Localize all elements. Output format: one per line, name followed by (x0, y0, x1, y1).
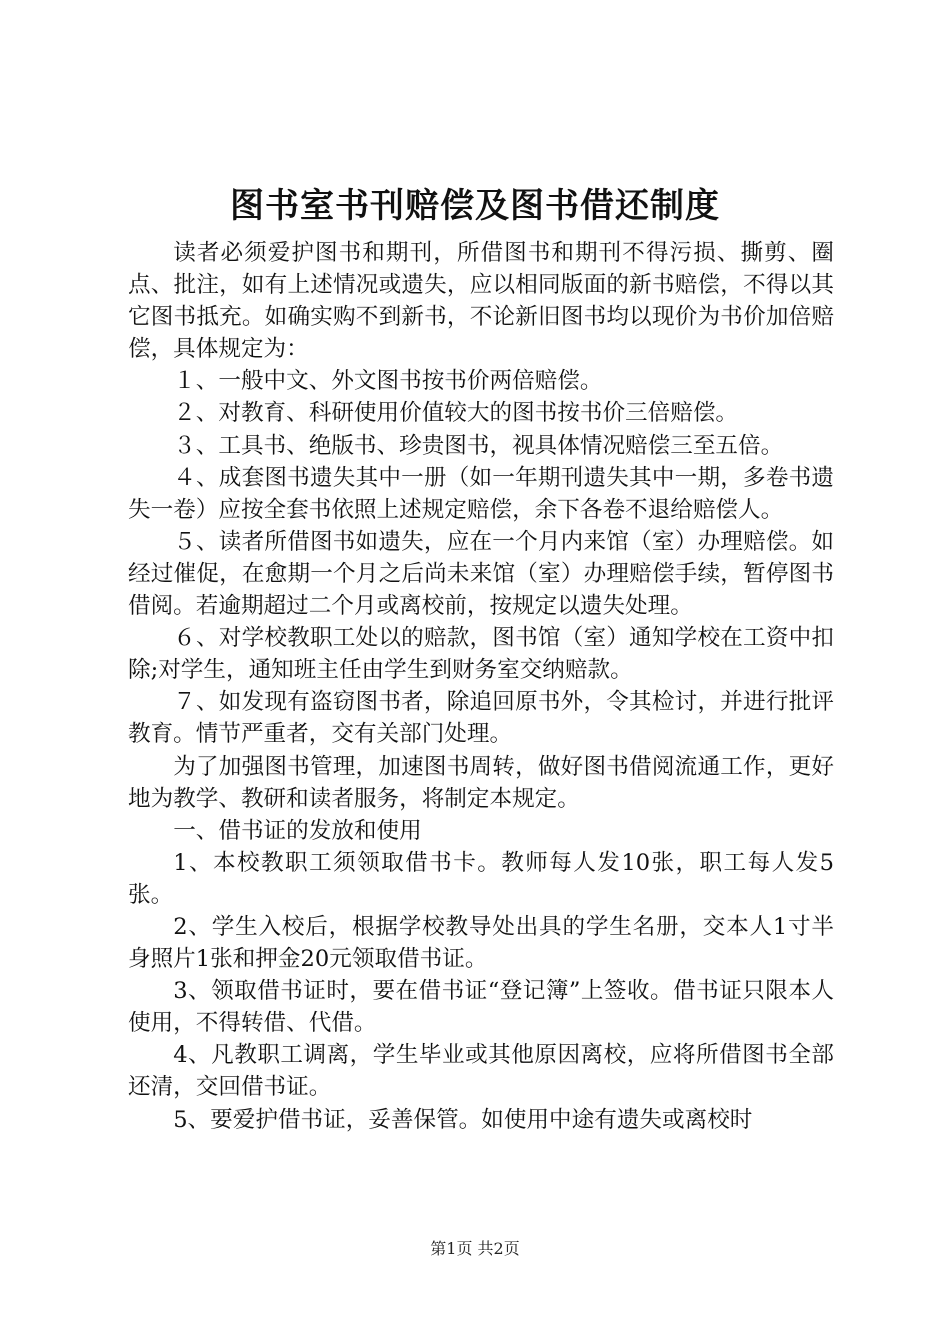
rule-item-5: ５、读者所借图书如遗失，应在一个月内来馆（室）办理赔偿。如经过催促，在愈期一个月之后尚未来馆（室）办理赔偿手续，暂停图书借阅。若逾期超过二个月或离校前，按规定以遗失处理。 (128, 528, 834, 620)
document-body (128, 237, 834, 1136)
card-rule-5: 5、要爱护借书证，妥善保管。如使用中途有遗失或离校时 (173, 1106, 753, 1133)
section-heading: 一、借书证的发放和使用 (173, 817, 422, 844)
rule-item-6: ６、对学校教职工处以的赔款，图书馆（室）通知学校在工资中扣除;对学生，通知班主任由学生到财务室交纳赔款。 (128, 625, 834, 684)
card-rule-3: 3、领取借书证时，要在借书证“登记簿”上签收。借书证只限本人使用，不得转借、代借。 (128, 978, 834, 1037)
intro-paragraph: 读者必须爱护图书和期刊，所借图书和期刊不得污损、撕剪、圈点、批注，如有上述情况或遗失，应以相同版面的新书赔偿，不得以其它图书抵充。如确实购不到新书，不论新旧图书均以现价为书价加倍赔偿，具体规定为： (128, 240, 834, 363)
rule-item-7: ７、如发现有盗窃图书者，除追回原书外，令其检讨，并进行批评教育。情节严重者，交有关部门处理。 (128, 689, 834, 748)
document-title: 图书室书刊赔偿及图书借还制度 (230, 186, 720, 226)
card-rule-1: 1、本校教职工须领取借书卡。教师每人发10张，职工每人发5张。 (128, 849, 834, 908)
rule-item-4: ４、成套图书遗失其中一册（如一年期刊遗失其中一期，多卷书遗失一卷）应按全套书依照上述规定赔偿，余下各卷不退给赔偿人。 (128, 464, 834, 523)
purpose-paragraph: 为了加强图书管理，加速图书周转，做好图书借阅流通工作，更好地为教学、教研和读者服务，将制定本规定。 (128, 753, 834, 812)
page-number-footer: 第1页 共2页 (430, 1239, 520, 1258)
card-rule-2: 2、学生入校后，根据学校教导处出具的学生名册，交本人1寸半身照片1张和押金20元领取借书证。 (128, 913, 834, 973)
rule-item-3: ３、工具书、绝版书、珍贵图书，视具体情况赔偿三至五倍。 (173, 432, 784, 459)
rule-item-1: １、一般中文、外文图书按书价两倍赔偿。 (173, 368, 603, 395)
card-rule-4: 4、凡教职工调离，学生毕业或其他原因离校，应将所借图书全部还清，交回借书证。 (128, 1042, 834, 1101)
rule-item-2: ２、对教育、科研使用价值较大的图书按书价三倍赔偿。 (173, 400, 739, 427)
